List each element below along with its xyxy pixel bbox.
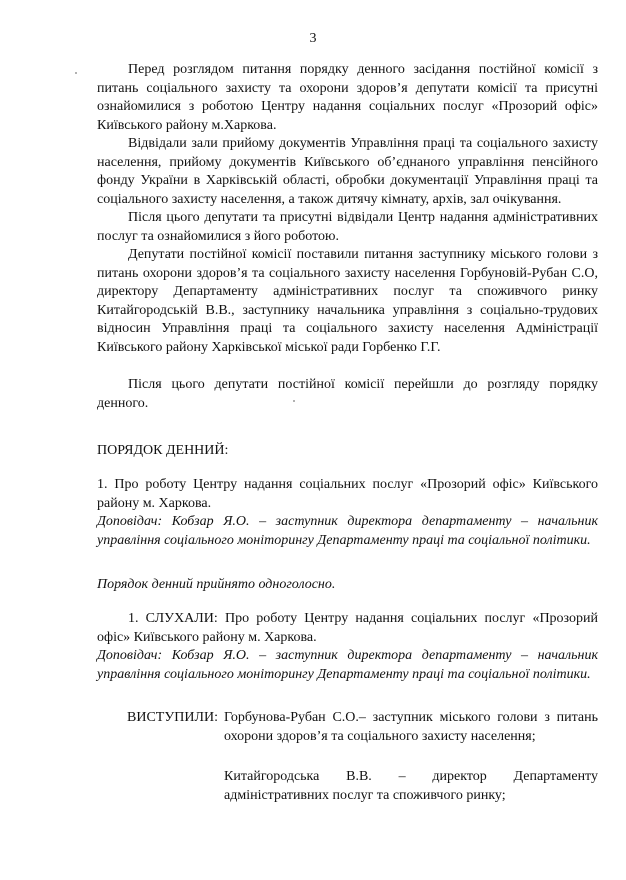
- agenda-item: 1. Про роботу Центру надання соціальних послуг «Прозорий офіс» Київського району м. Харкова.: [97, 477, 598, 511]
- agenda-adopted: Порядок денний прийнято одноголосно.: [97, 577, 336, 592]
- heard-speaker: Доповідач: Кобзар Я.О. – заступник директора департаменту – начальник управління соціального моніторингу Департаменту праці та соціальної політики.: [97, 648, 598, 682]
- paragraph-visit-intro: Перед розглядом питання порядку денного засідання постійної комісії з питань соціального захисту та охорони здоров’я депутати комісії та присутні ознайомилися з роботою Центру надання соціальних послуг «Прозорий офіс» Київського району м.Харкова.: [97, 62, 598, 133]
- agenda-heading: ПОРЯДОК ДЕННИЙ:: [97, 443, 229, 458]
- scan-speck: [75, 72, 77, 74]
- paragraph-visited-halls: Відвідали зали прийому документів Управління праці та соціального захисту населення, прийому документів Київського об’єднаного управління пенсійного фонду України в Харківській області, обробки документації Управління праці та соціального захисту населення, а також дитячу кімнату, архів, зал очікування.: [97, 136, 598, 207]
- paragraph-transition: Після цього депутати постійної комісії перейшли до розгляду порядку денного.: [97, 377, 598, 411]
- page-number: 3: [309, 31, 317, 46]
- paragraph-questions: Депутати постійної комісії поставили питання заступнику міського голови з питань охорони здоров’я та соціального захисту населення Горбуновій-Рубан С.О, директору Департаменту адміністративних послуг та споживчого ринку Китайгородській В.В., заступнику начальника управління з соціально-трудових відносин Управління праці та соціального захисту населення Адміністрації Київського району Харківської міської ради Горбенко Г.Г.: [97, 247, 598, 355]
- transition-section: [97, 376, 598, 413]
- intro-section: [97, 61, 598, 357]
- speaker-entry: Китайгородська В.В. – директор Департаменту адміністративних послуг та споживчого ринку;: [224, 769, 598, 803]
- heard-item: 1. СЛУХАЛИ: Про роботу Центру надання соціальних послуг «Прозорий офіс» Київського району м. Харкова.: [97, 611, 598, 645]
- heard-section: [97, 610, 598, 684]
- agenda-section: [97, 476, 598, 550]
- scan-speck: [293, 400, 295, 402]
- paragraph-admin-center: Після цього депутати та присутні відвідали Центр надання адміністративних послуг та ознайомилися з його роботою.: [97, 210, 598, 244]
- spoke-label: ВИСТУПИЛИ:: [127, 710, 218, 725]
- agenda-speaker: Доповідач: Кобзар Я.О. – заступник директора департаменту – начальник управління соціального моніторингу Департаменту праці та соціальної політики.: [97, 514, 598, 548]
- speaker-entry: Горбунова-Рубан С.О.– заступник міського голови з питань охорони здоров’я та соціального захисту населення;: [224, 710, 598, 744]
